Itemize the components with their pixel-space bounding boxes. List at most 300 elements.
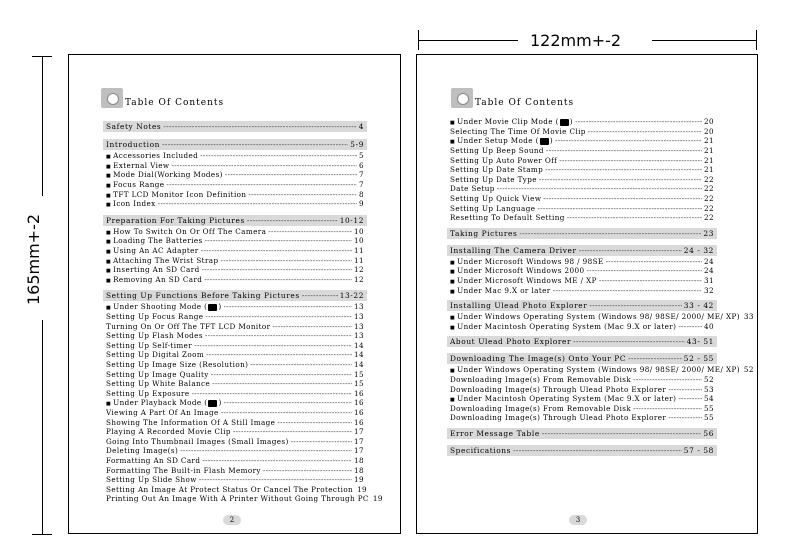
entry-text: Setting Up Exposure bbox=[106, 388, 190, 398]
entry-suffix: ) bbox=[218, 302, 222, 312]
leader-dots bbox=[302, 291, 338, 300]
entry-text: Downloading Image(s) Through Ulead Photo Explorer bbox=[450, 413, 667, 423]
leader-dots bbox=[575, 117, 702, 126]
entry-label bbox=[450, 127, 586, 136]
entry-page: 13 bbox=[354, 302, 364, 312]
entry-label bbox=[106, 190, 246, 199]
toc-entry bbox=[447, 257, 717, 266]
toc-section-header bbox=[447, 300, 717, 311]
leader-dots bbox=[263, 466, 352, 475]
entry-text: Under Playback Mode ( bbox=[113, 398, 208, 408]
leader-dots bbox=[192, 389, 353, 398]
entry-page: 19 bbox=[357, 484, 368, 494]
entry-label bbox=[106, 360, 248, 369]
bullet-icon: ■ bbox=[450, 368, 456, 375]
toc-entry bbox=[103, 312, 367, 321]
leader-dots bbox=[291, 437, 352, 446]
leader-dots bbox=[200, 151, 357, 160]
leader-dots bbox=[202, 456, 352, 465]
bullet-icon: ■ bbox=[106, 154, 112, 161]
entry-label bbox=[106, 170, 223, 179]
entry-label bbox=[450, 413, 666, 422]
section-title: Setting Up Functions Before Taking Pictures bbox=[106, 291, 300, 301]
toc-entry bbox=[447, 203, 717, 212]
entry-text: TFT LCD Monitor Icon Definition bbox=[113, 189, 247, 199]
leader-dots bbox=[205, 331, 352, 340]
entry-label bbox=[450, 404, 631, 413]
entry-text: Setting Up Date Stamp bbox=[450, 165, 544, 175]
section-page: 10-12 bbox=[339, 215, 364, 225]
entry-page: 10 bbox=[354, 226, 364, 236]
leader-dots bbox=[628, 354, 682, 363]
entry-page: 22 bbox=[704, 203, 714, 213]
entry-text: Resetting To Default Setting bbox=[450, 213, 565, 223]
entry-text: Under Shooting Mode ( bbox=[113, 302, 208, 312]
entry-page: 16 bbox=[354, 417, 364, 427]
entry-text: Under Windows Operating System (Windows 98/ 98SE/ 2000/ ME/ XP) bbox=[457, 365, 740, 375]
bullet-icon: ■ bbox=[450, 324, 456, 331]
bullet-icon: ■ bbox=[106, 202, 112, 209]
leader-dots bbox=[599, 276, 702, 285]
section-title: Specifications bbox=[450, 445, 512, 455]
bullet-icon: ■ bbox=[450, 269, 456, 276]
leader-dots bbox=[247, 216, 338, 225]
toc-entry bbox=[447, 184, 717, 193]
toc-section-header bbox=[447, 245, 717, 256]
entry-page: 8 bbox=[359, 189, 364, 199]
entry-label bbox=[106, 265, 200, 274]
entry-text: Removing An SD Card bbox=[113, 274, 203, 284]
entry-page: 17 bbox=[354, 427, 364, 437]
bullet-icon: ■ bbox=[450, 259, 456, 266]
entry-page: 15 bbox=[354, 369, 364, 379]
bullet-icon: ■ bbox=[450, 397, 456, 404]
entry-text: Going Into Thumbnail Images (Small Images) bbox=[106, 436, 289, 446]
entry-label bbox=[450, 266, 584, 275]
section-title: Installing The Camera Driver bbox=[450, 245, 577, 255]
bullet-icon: ■ bbox=[450, 315, 456, 322]
leader-dots bbox=[513, 446, 682, 455]
section-page: 24 - 32 bbox=[683, 245, 714, 255]
bullet-icon: ■ bbox=[106, 163, 112, 170]
entry-page: 22 bbox=[704, 213, 714, 223]
section-title: About Ulead Photo Explorer bbox=[450, 337, 572, 347]
leader-dots bbox=[573, 337, 685, 346]
entry-label bbox=[106, 446, 178, 455]
leader-dots bbox=[668, 413, 702, 422]
entry-page: 14 bbox=[354, 340, 364, 350]
toc-entry bbox=[447, 155, 717, 164]
bullet-icon: ■ bbox=[106, 277, 112, 284]
entry-page: 18 bbox=[354, 465, 364, 475]
toc-entry bbox=[103, 151, 367, 160]
entry-label bbox=[106, 199, 156, 208]
entry-label bbox=[450, 165, 543, 174]
entry-text: Accessories Included bbox=[113, 151, 199, 161]
toc-entry bbox=[103, 161, 367, 170]
bullet-icon: ■ bbox=[106, 268, 112, 275]
entry-page: 14 bbox=[354, 359, 364, 369]
toc-entry bbox=[447, 285, 717, 294]
entry-label bbox=[106, 370, 209, 379]
toc-entry bbox=[103, 302, 367, 311]
entry-label bbox=[106, 246, 199, 255]
entry-page: 11 bbox=[354, 245, 364, 255]
toc-entry bbox=[103, 189, 367, 198]
bullet-icon: ■ bbox=[450, 139, 456, 146]
entry-page: 21 bbox=[704, 145, 714, 155]
toc-entry bbox=[447, 365, 754, 375]
toc-entry bbox=[103, 437, 367, 446]
bullet-icon: ■ bbox=[450, 288, 456, 295]
entry-label bbox=[450, 322, 676, 331]
entry-suffix: ) bbox=[218, 398, 222, 408]
bullet-icon: ■ bbox=[106, 239, 112, 246]
toc-entry bbox=[103, 369, 367, 378]
toc-entry bbox=[103, 199, 367, 208]
toc-entry bbox=[103, 341, 367, 350]
section-title: Taking Pictures bbox=[450, 228, 518, 238]
entry-text: Setting Up Self-timer bbox=[106, 340, 193, 350]
leader-dots bbox=[539, 175, 702, 184]
bullet-icon: ■ bbox=[106, 258, 112, 265]
entry-page: 6 bbox=[359, 160, 364, 170]
entry-label bbox=[106, 161, 169, 170]
entry-label bbox=[106, 437, 289, 446]
section-title: Error Message Table bbox=[450, 428, 540, 438]
leader-dots bbox=[211, 370, 352, 379]
entry-page: 15 bbox=[354, 379, 364, 389]
section-title: Safety Notes bbox=[106, 122, 162, 131]
leader-dots bbox=[546, 146, 702, 155]
leader-dots bbox=[250, 360, 352, 369]
leader-dots bbox=[205, 312, 352, 321]
toc-entry bbox=[447, 404, 717, 413]
entry-page: 19 bbox=[354, 475, 364, 485]
entry-page: 54 bbox=[704, 394, 714, 404]
entry-page: 19 bbox=[372, 494, 383, 504]
bullet-icon: ■ bbox=[450, 120, 456, 127]
entry-label bbox=[106, 322, 270, 331]
entry-page: 7 bbox=[359, 179, 364, 189]
entry-text: Setting Up Focus Range bbox=[106, 311, 204, 321]
entry-page: 17 bbox=[354, 446, 364, 456]
entry-page: 13 bbox=[354, 331, 364, 341]
entry-text: Setting Up Slide Show bbox=[106, 475, 197, 485]
entry-text: Setting Up Beep Sound bbox=[450, 145, 544, 155]
entry-page: 18 bbox=[354, 455, 364, 465]
entry-label bbox=[106, 331, 203, 340]
toc-entry bbox=[103, 170, 367, 179]
toc-entry bbox=[447, 146, 717, 155]
entry-page: 53 bbox=[704, 384, 714, 394]
entry-page: 21 bbox=[704, 136, 714, 146]
toc-entry bbox=[103, 331, 367, 340]
entry-label bbox=[450, 394, 676, 403]
entry-label bbox=[450, 276, 597, 285]
entry-page: 32 bbox=[704, 285, 714, 295]
entry-label bbox=[106, 350, 204, 359]
entry-text: Downloading Image(s) Through Ulead Photo Explorer bbox=[450, 384, 667, 394]
setup-mode-icon bbox=[540, 138, 549, 145]
leader-dots bbox=[225, 170, 357, 179]
entry-label bbox=[450, 184, 495, 193]
leader-dots bbox=[202, 265, 352, 274]
leader-dots bbox=[497, 184, 702, 193]
leader-dots bbox=[201, 246, 352, 255]
page-number: 2 bbox=[223, 515, 241, 525]
entry-page: 24 bbox=[704, 266, 714, 276]
toc-entry bbox=[447, 194, 717, 203]
leader-dots bbox=[668, 385, 702, 394]
entry-text: Using An AC Adapter bbox=[113, 245, 199, 255]
bullet-icon: ■ bbox=[106, 229, 112, 236]
bullet-icon: ■ bbox=[106, 173, 112, 180]
leader-dots bbox=[224, 302, 353, 311]
entry-page: 22 bbox=[704, 174, 714, 184]
entry-label bbox=[450, 136, 553, 145]
leader-dots bbox=[545, 165, 702, 174]
entry-page: 20 bbox=[704, 126, 714, 136]
entry-page: 40 bbox=[704, 321, 714, 331]
leader-dots bbox=[606, 257, 702, 266]
leader-dots bbox=[204, 275, 352, 284]
entry-text: Setting Up Flash Modes bbox=[106, 331, 203, 341]
entry-page: 12 bbox=[354, 274, 364, 284]
leader-dots bbox=[268, 227, 352, 236]
entry-page: 24 bbox=[704, 256, 714, 266]
section-page: 52 - 55 bbox=[683, 354, 714, 364]
entry-page: 21 bbox=[704, 155, 714, 165]
section-page: 56 bbox=[703, 428, 714, 438]
entry-text: Setting An Image At Protect Status Or Cancel The Protection bbox=[106, 484, 354, 494]
leader-dots bbox=[537, 204, 702, 213]
entry-text: Mode Dial(Working Modes) bbox=[113, 170, 223, 180]
entry-page: 21 bbox=[704, 165, 714, 175]
leader-dots bbox=[194, 341, 352, 350]
leader-dots bbox=[162, 140, 348, 149]
section-page: 13-22 bbox=[339, 291, 364, 301]
entry-text: Turning On Or Off The TFT LCD Monitor bbox=[106, 321, 271, 331]
toc-entry bbox=[447, 117, 717, 126]
toc-section-header bbox=[103, 215, 367, 226]
entry-label bbox=[450, 213, 565, 222]
entry-text: Icon Index bbox=[113, 199, 156, 209]
toc-section-header bbox=[103, 290, 367, 301]
leader-dots bbox=[678, 394, 702, 403]
entry-text: Setting Up White Balance bbox=[106, 379, 211, 389]
leader-dots bbox=[233, 427, 352, 436]
entry-label bbox=[450, 385, 666, 394]
entry-label bbox=[106, 475, 197, 484]
toc-entry bbox=[103, 398, 367, 407]
entry-text: Under Microsoft Windows 2000 bbox=[457, 266, 585, 276]
entry-label bbox=[106, 312, 203, 321]
width-marker-line-left bbox=[418, 40, 518, 41]
entry-label bbox=[106, 485, 353, 494]
leader-dots bbox=[579, 246, 682, 255]
entry-page: 22 bbox=[704, 184, 714, 194]
leader-dots bbox=[567, 213, 702, 222]
entry-text: Setting Up Auto Power Off bbox=[450, 155, 558, 165]
toc-entry bbox=[103, 236, 367, 245]
toc-section-header bbox=[447, 336, 717, 347]
entry-label bbox=[106, 418, 275, 427]
entry-label bbox=[106, 494, 369, 503]
toc-entry bbox=[447, 266, 717, 275]
entry-label bbox=[450, 156, 557, 165]
entry-text: Under Mac 9.X or later bbox=[457, 285, 551, 295]
entry-text: Setting Up Quick View bbox=[450, 193, 542, 203]
leader-dots bbox=[633, 375, 702, 384]
toc-entry bbox=[447, 413, 717, 422]
leader-dots bbox=[163, 122, 356, 131]
entry-label bbox=[450, 204, 535, 213]
toc-section-header bbox=[103, 139, 367, 150]
bullet-icon: ■ bbox=[106, 401, 112, 408]
entry-text: Under Windows Operating System (Windows 98/ 98SE/ 2000/ ME/ XP) bbox=[457, 312, 740, 322]
page-title: Table Of Contents bbox=[475, 98, 575, 108]
page-number: 3 bbox=[569, 515, 587, 525]
toc-entry bbox=[103, 408, 367, 417]
toc-entry bbox=[447, 312, 754, 322]
entry-text: Setting Up Digital Zoom bbox=[106, 350, 205, 360]
entry-text: Selecting The Time Of Movie Clip bbox=[450, 126, 586, 136]
section-page: 33 - 42 bbox=[683, 301, 714, 310]
entry-text: Under Macintosh Operating System (Mac 9.X or later) bbox=[457, 321, 677, 331]
entry-text: Under Setup Mode ( bbox=[457, 136, 539, 146]
toc-entry bbox=[447, 394, 717, 403]
toc-entry bbox=[103, 180, 367, 189]
entry-text: Playing A Recorded Movie Clip bbox=[106, 427, 231, 437]
leader-dots bbox=[559, 156, 702, 165]
entry-label bbox=[450, 194, 541, 203]
leader-dots bbox=[277, 418, 352, 427]
entry-text: Setting Up Image Quality bbox=[106, 369, 209, 379]
entry-text: Printing Out An Image With A Printer Without Going Through PC bbox=[106, 494, 369, 504]
right-page bbox=[416, 54, 758, 534]
entry-suffix: ) bbox=[549, 136, 554, 146]
bullet-icon: ■ bbox=[106, 192, 112, 199]
entry-text: Setting Up Date Type bbox=[450, 174, 537, 184]
leader-dots bbox=[586, 266, 702, 275]
entry-text: Formatting An SD Card bbox=[106, 455, 201, 465]
section-page: 57 - 58 bbox=[683, 445, 714, 455]
entry-label bbox=[106, 408, 219, 417]
leader-dots bbox=[199, 475, 352, 484]
entry-label bbox=[450, 286, 551, 295]
width-marker-line-right bbox=[652, 40, 756, 41]
toc-entry bbox=[103, 321, 367, 330]
leader-dots bbox=[224, 398, 352, 407]
entry-label bbox=[106, 302, 222, 311]
leader-dots bbox=[553, 286, 702, 295]
entry-text: Under Movie Clip Mode ( bbox=[457, 117, 559, 127]
entry-text: Deleting Image(s) bbox=[106, 446, 179, 456]
entry-label bbox=[450, 146, 544, 155]
section-title: Preparation For Taking Pictures bbox=[106, 215, 245, 225]
toc-entry bbox=[447, 213, 717, 222]
right-page-header bbox=[451, 88, 721, 112]
entry-label bbox=[106, 389, 190, 398]
toc-section-header bbox=[447, 353, 717, 364]
height-dimension-label: 165mm+-2 bbox=[24, 213, 44, 306]
page-title: Table Of Contents bbox=[125, 98, 225, 108]
toc-entry bbox=[447, 276, 717, 285]
entry-text: Downloading Image(s) From Removable Disk bbox=[450, 403, 632, 413]
entry-page: 16 bbox=[354, 398, 364, 408]
entry-label bbox=[450, 257, 604, 266]
playback-mode-icon bbox=[208, 400, 217, 407]
toc-entry bbox=[447, 175, 717, 184]
entry-label bbox=[106, 427, 231, 436]
leader-dots bbox=[206, 350, 352, 359]
entry-page: 16 bbox=[354, 407, 364, 417]
toc-entry bbox=[103, 456, 367, 465]
entry-label bbox=[106, 180, 164, 189]
leader-dots bbox=[180, 446, 352, 455]
entry-page: 16 bbox=[354, 388, 364, 398]
width-dimension-label: 122mm+-2 bbox=[530, 31, 622, 50]
bullet-icon: ■ bbox=[106, 182, 112, 189]
leader-dots bbox=[588, 127, 702, 136]
entry-text: Formatting The Built-in Flash Memory bbox=[106, 465, 261, 475]
section-page: 4 bbox=[358, 122, 364, 131]
entry-label bbox=[106, 256, 218, 265]
entry-text: Loading The Batteries bbox=[113, 236, 203, 246]
entry-text: Showing The Information Of A Still Image bbox=[106, 417, 276, 427]
camera-icon bbox=[451, 88, 473, 108]
leader-dots bbox=[633, 404, 702, 413]
toc-entry bbox=[103, 265, 367, 274]
entry-page: 10 bbox=[354, 236, 364, 246]
entry-page: 7 bbox=[359, 170, 364, 180]
entry-page: 20 bbox=[704, 117, 714, 127]
entry-text: Downloading Image(s) From Removable Disk bbox=[450, 374, 632, 384]
entry-label bbox=[450, 365, 740, 374]
entry-page: 12 bbox=[354, 265, 364, 275]
entry-text: Date Setup bbox=[450, 184, 495, 194]
toc-entry bbox=[103, 389, 367, 398]
left-page bbox=[68, 54, 401, 534]
leader-dots bbox=[678, 322, 702, 331]
leader-dots bbox=[542, 429, 702, 438]
toc-entry bbox=[103, 246, 367, 255]
entry-label bbox=[106, 227, 266, 236]
height-marker-line-top bbox=[42, 56, 43, 196]
entry-text: External View bbox=[113, 160, 170, 170]
leader-dots bbox=[205, 236, 352, 245]
toc-entry bbox=[447, 375, 717, 384]
leader-dots bbox=[589, 301, 681, 310]
toc-entry bbox=[103, 360, 367, 369]
toc-entry bbox=[103, 227, 367, 236]
entry-label bbox=[106, 236, 203, 245]
entry-page: 52 bbox=[743, 365, 754, 375]
entry-label bbox=[106, 275, 202, 284]
toc-entry bbox=[447, 322, 717, 331]
toc-entry bbox=[103, 446, 367, 455]
toc-entry bbox=[447, 127, 717, 136]
entry-page: 14 bbox=[354, 350, 364, 360]
entry-label bbox=[106, 151, 198, 160]
entry-page: 33 bbox=[743, 312, 754, 322]
entry-text: Under Microsoft Windows 98 / 98SE bbox=[457, 256, 604, 266]
entry-text: How To Switch On Or Off The Camera bbox=[113, 226, 267, 236]
entry-text: Setting Up Language bbox=[450, 203, 536, 213]
entry-label bbox=[106, 466, 261, 475]
entry-label bbox=[106, 456, 200, 465]
